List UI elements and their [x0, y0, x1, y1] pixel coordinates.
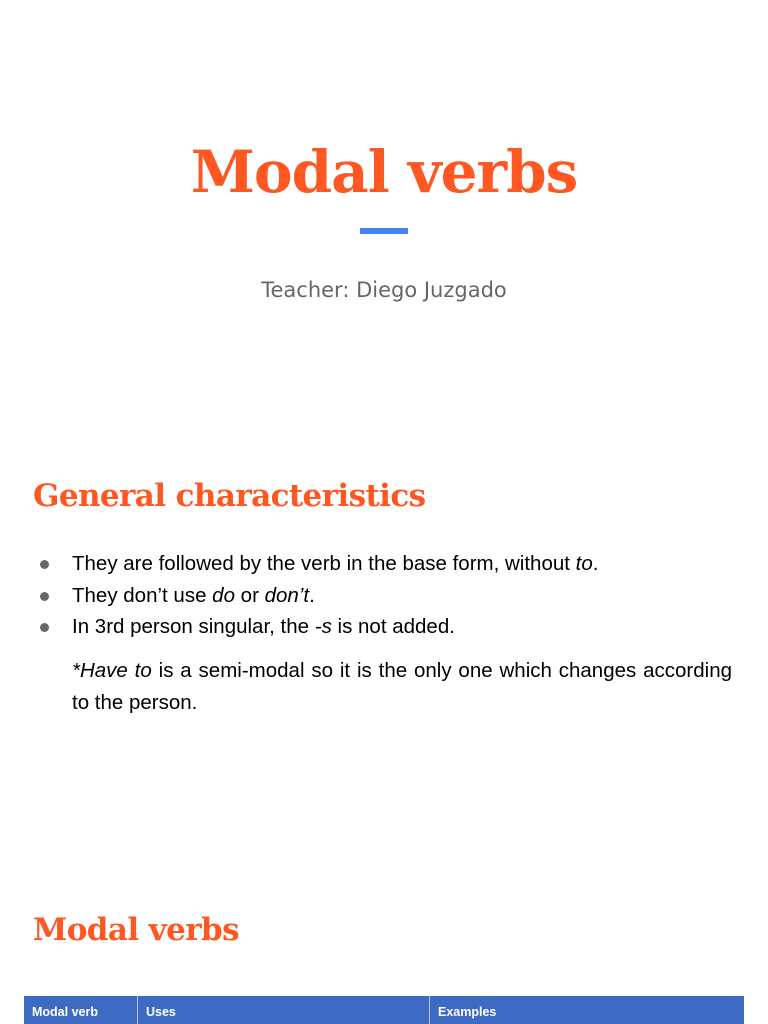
list-item: They are followed by the verb in the base form, without to.: [30, 548, 732, 580]
bullet-icon: [40, 560, 49, 569]
section-heading-modal-verbs: Modal verbs: [33, 912, 239, 948]
teacher-subtitle: Teacher: Diego Juzgado: [261, 278, 507, 302]
slide-title: Modal verbs: [190, 138, 578, 206]
list-item: They don’t use do or don’t.: [30, 580, 732, 612]
title-underline: [360, 228, 408, 234]
list-item: In 3rd person singular, the -s is not added.: [30, 611, 732, 643]
characteristics-list: [30, 548, 732, 643]
bullet-icon: [40, 623, 49, 632]
semi-modal-note: *Have to is a semi-modal so it is the only one which changes according to the person.: [72, 659, 732, 714]
modal-verbs-table: [24, 996, 744, 1024]
table-header-examples: Examples: [438, 1005, 497, 1019]
table-header-modal-verb: Modal verb: [24, 996, 138, 1024]
table-header-uses: Uses: [138, 996, 430, 1024]
section-heading-general: General characteristics: [33, 478, 426, 514]
bullet-icon: [40, 592, 49, 601]
